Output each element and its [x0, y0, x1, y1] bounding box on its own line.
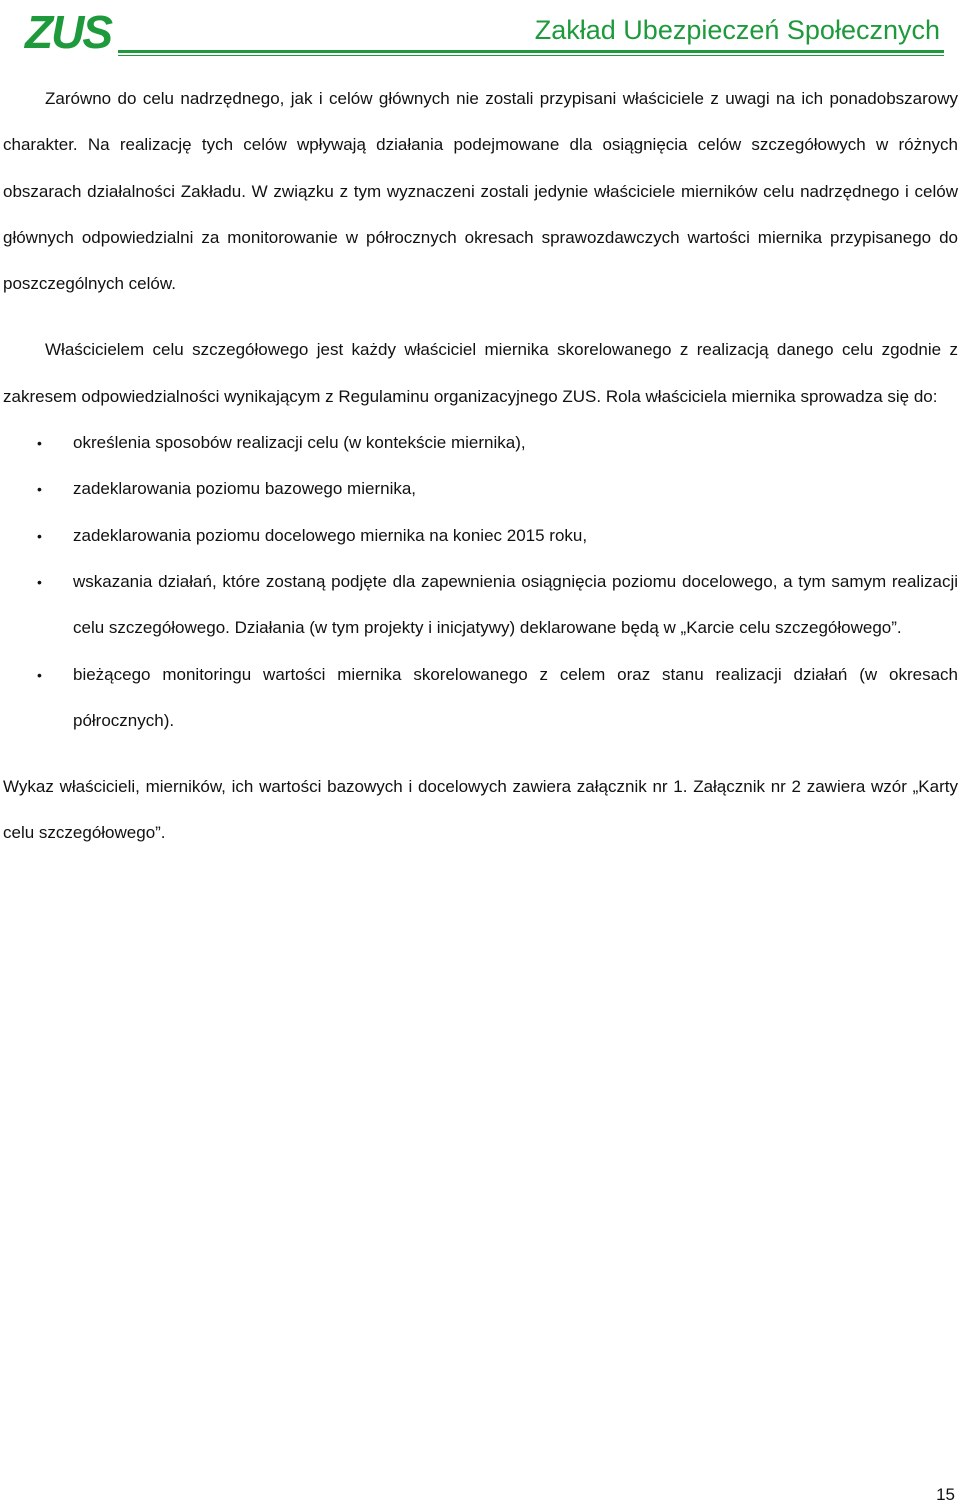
bullet-icon: • [37, 573, 42, 590]
zus-logo [18, 4, 118, 58]
list-item [3, 513, 958, 559]
bullet-icon: • [37, 527, 42, 544]
list-item [3, 559, 958, 652]
zus-logo-text: ZUS [25, 6, 111, 58]
paragraph-detailed-goal-owner: Właścicielem celu szczegółowego jest każdy właściciel miernika skorelowanego z realizacją danego celu zgodnie z zakresem odpowiedzialności wynikającym z Regulaminu organizacyjnego ZUS. Rola właściciela miernika sprowadza się do: [3, 340, 958, 406]
paragraph-owners: Zarówno do celu nadrzędnego, jak i celów głównych nie zostali przypisani właściciele z uwagi na ich ponadobszarowy charakter. Na realizację tych celów wpływają działania podejmowane dla osiągnięcia celów szczegółowych w różnych obszarach działalności Zakładu. W związku z tym wyznaczeni zostali jedynie właściciele mierników celu nadrzędnego i celów głównych odpowiedzialni za monitorowanie w półrocznych okresach sprawozdawczych wartości miernika przypisanego do poszczególnych celów. [3, 89, 958, 294]
header-rule [118, 50, 944, 53]
page-header [0, 0, 960, 62]
list-item-text: wskazania działań, które zostaną podjęte dla zapewnienia osiągnięcia poziomu docelowego, a tym samym realizacji celu szczegółowego. Działania (w tym projekty i inicjatywy) deklarowane będą w „Karcie celu szczegółowego”. [73, 571, 958, 638]
list-item [3, 466, 958, 512]
organization-name: Zakład Ubezpieczeń Społecznych [534, 15, 940, 45]
list-item [3, 652, 958, 745]
paragraph-attachments: Wykaz właścicieli, mierników, ich wartości bazowych i docelowych zawiera załącznik nr 1. Załącznik nr 2 zawiera wzór „Karty celu szczegółowego”. [3, 777, 958, 843]
header-rule-thin [118, 55, 944, 56]
bullet-icon: • [37, 435, 42, 452]
owner-role-list [3, 420, 958, 744]
list-item-text: bieżącego monitoringu wartości miernika skorelowanego z celem oraz stanu realizacji działań (w okresach półrocznych). [73, 664, 958, 730]
bullet-icon: • [37, 481, 42, 498]
bullet-icon: • [37, 666, 42, 683]
list-item [3, 420, 958, 466]
list-item-text: zadeklarowania poziomu docelowego miernika na koniec 2015 roku, [73, 525, 588, 545]
page-number: 15 [936, 1485, 955, 1504]
list-item-text: określenia sposobów realizacji celu (w kontekście miernika), [73, 433, 526, 453]
list-item-text: zadeklarowania poziomu bazowego miernika, [73, 479, 417, 499]
document-body [3, 76, 958, 857]
